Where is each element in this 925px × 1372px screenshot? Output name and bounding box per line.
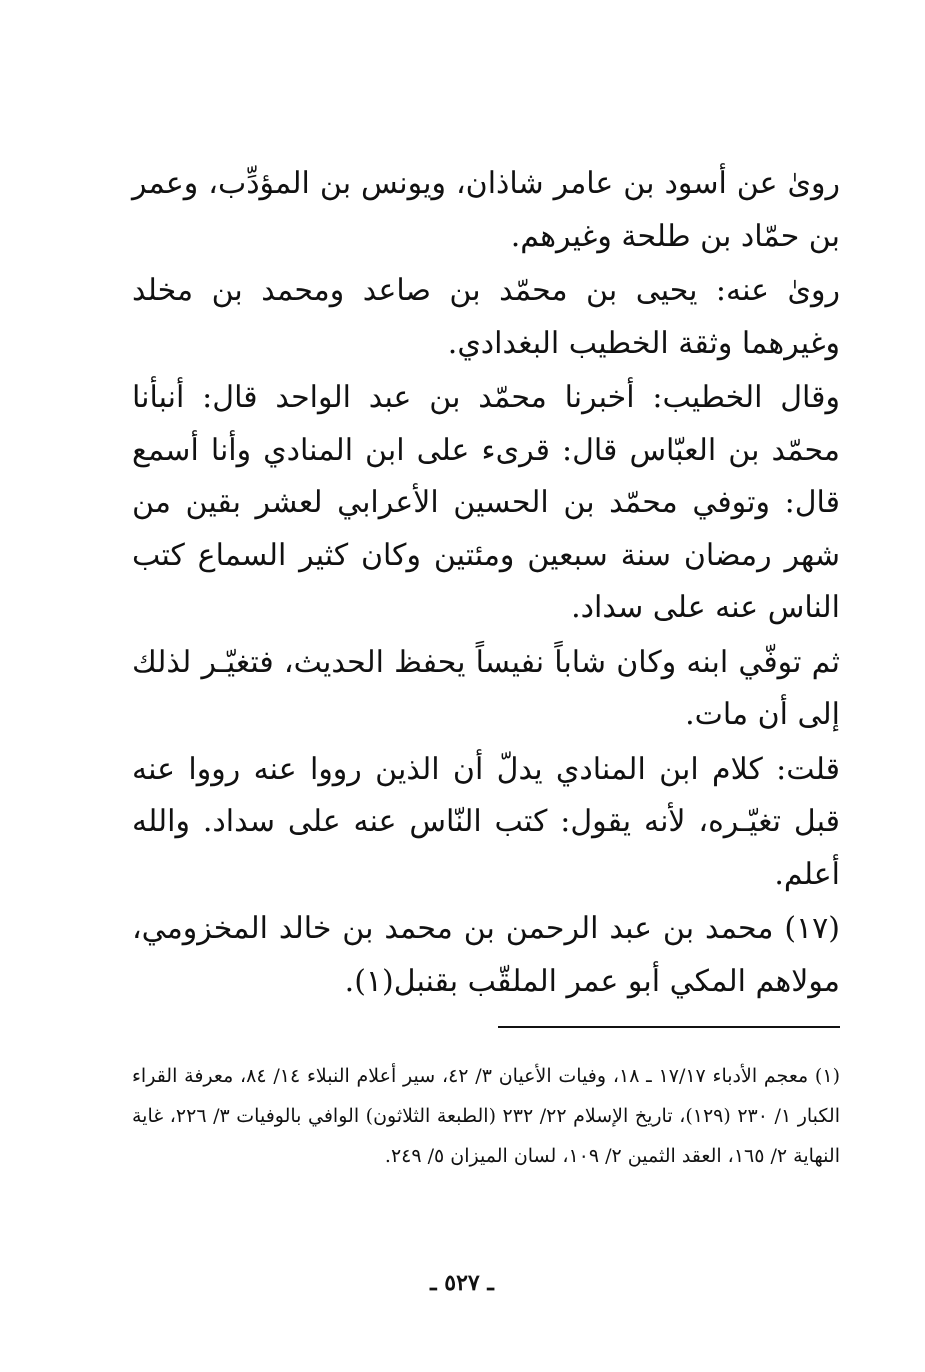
paragraph-khatib-report: وقال الخطيب: أخبرنا محمّد بن عبد الواحد قال: أنبأنا محمّد بن العبّاس قال: قرىء على ابن المنادي وأنا أسمع قال: وتوفي محمّد بن الحسين الأعرابي لعشر بقين من شهر رمضان سنة سبعين ومئتين وكان كثير السماع كتب الناس عنه على سداد. (132, 380, 840, 625)
footnote-divider (498, 1026, 840, 1028)
paragraph-entry-17: (١٧) محمد بن عبد الرحمن بن محمد بن خالد المخزومي، مولاهم المكي أبو عمر الملقّب بقنبل(١). (132, 911, 840, 999)
footnotes (132, 1056, 840, 1176)
paragraph-narrators-to: روىٰ عنه: يحيى بن محمّد بن صاعد ومحمد بن مخلد وغيرهما وثقة الخطيب البغدادي. (132, 273, 840, 361)
main-text (132, 158, 840, 1008)
paragraph-narrators-from: روىٰ عن أسود بن عامر شاذان، ويونس بن المؤدِّب، وعمر بن حمّاد بن طلحة وغيرهم. (132, 166, 840, 254)
paragraph-son-death: ثم توفّي ابنه وكان شاباً نفيساً يحفظ الحديث، فتغيّـر لذلك إلى أن مات. (132, 644, 840, 732)
paragraph-author-comment: قلت: كلام ابن المنادي يدلّ أن الذين رووا عنه رووا عنه قبل تغيّـره، لأنه يقول: كتب النّاس عنه على سداد. والله أعلم. (132, 751, 840, 892)
footnote-1: (١) معجم الأدباء ١٧/١٧ ـ ١٨، وفيات الأعيان ٣/ ٤٢، سير أعلام النبلاء ١٤/ ٨٤، معرفة القراء الكبار ١/ ٢٣٠ (١٢٩)، تاريخ الإسلام ٢٢/ ٢٣٢ (الطبعة الثلاثون) الوافي بالوفيات ٣/ ٢٢٦، غاية النهاية ٢/ ١٦٥، العقد الثمين ٢/ ١٠٩، لسان الميزان ٥/ ٢٤٩. (132, 1065, 840, 1167)
page-number: ـ ٥٢٧ ـ (430, 1270, 494, 1296)
